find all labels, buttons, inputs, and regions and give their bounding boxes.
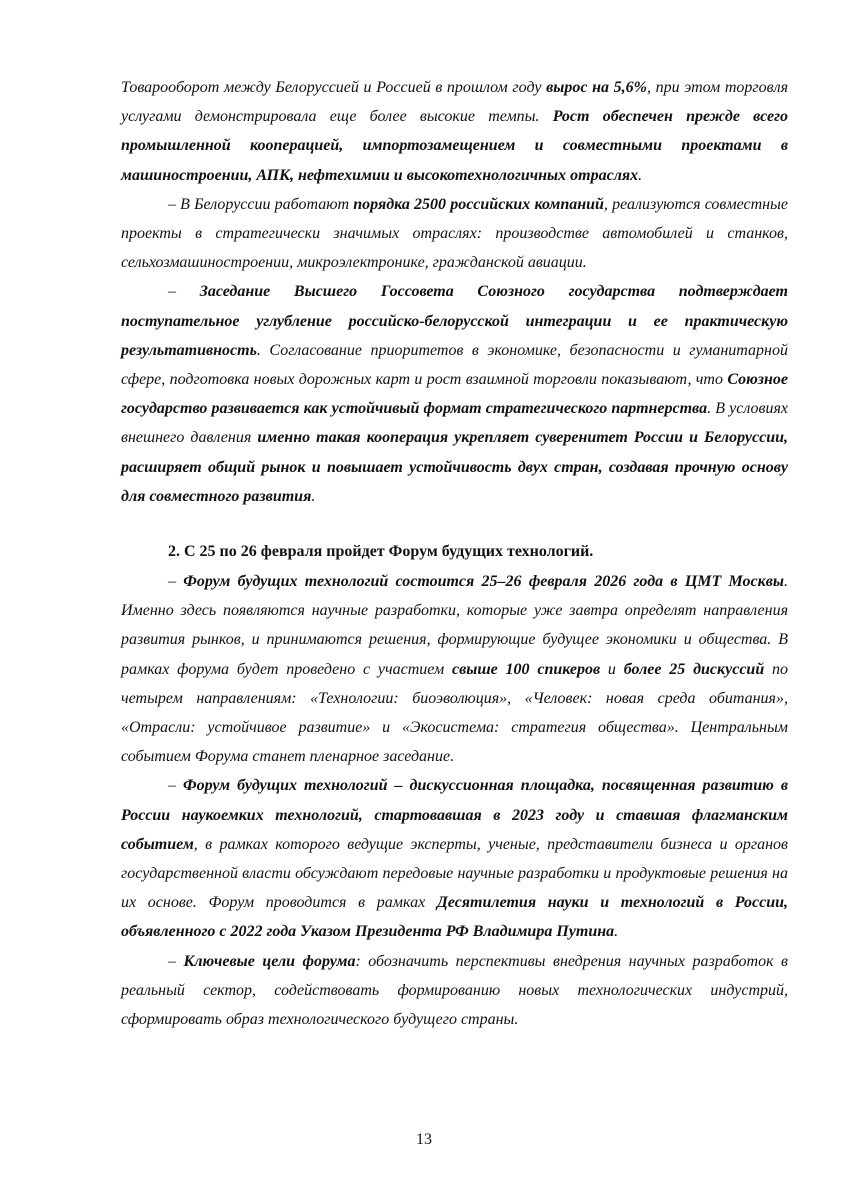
paragraph-forum-goals: – Ключевые цели форума: обозначить перспективы внедрения научных разработок в реальный сектор, содействовать формированию новых технологических индустрий, сформировать образ технологического будущего страны. <box>121 952 788 1029</box>
page-number: 13 <box>416 1131 432 1148</box>
document-page <box>121 73 788 1034</box>
paragraph-russian-companies: – В Белоруссии работают порядка 2500 российских компаний, реализуются совместные проекты в стратегически значимых отраслях: производстве автомобилей и станков, сельхозмашиностроении, микроэлектронике, гражданской авиации. <box>121 195 788 272</box>
paragraph-trade-turnover: Товарооборот между Белоруссией и Россией в прошлом году вырос на 5,6%, при этом торговля услугами демонстрировала еще более высокие темпы. Рост обеспечен прежде всего промышленной кооперацией, импортозамещением и совместными проектами в машиностроении, АПК, нефтехимии и высокотехнологичных отраслях. <box>121 79 789 184</box>
paragraph-forum-platform: – Форум будущих технологий – дискуссионная площадка, посвященная развитию в России наукоемких технологий, стартовавшая в 2023 году и ставшая флагманским событием, в рамках которого ведущие эксперты, ученые, представители бизнеса и органов государственной власти обсуждают передовые научные разработки и продуктовые решения на их основе. Форум проводится в рамках Десятилетия науки и технологий в России, объявленного с 2022 года Указом Президента РФ Владимира Путина. <box>121 777 788 941</box>
paragraph-forum-dates: – Форум будущих технологий состоится 25–26 февраля 2026 года в ЦМТ Москвы. Именно здесь появляются научные разработки, которые уже завтра определят направления развития рынков, и принимаются решения, формирующие будущее экономики и общества. В рамках форума будет проведено с участием свыше 100 спикеров и более 25 дискуссий по четырем направлениям: «Технологии: биоэволюция», «Человек: новая среда обитания», «Отрасли: устойчивое развитие» и «Экосистема: стратегия общества». Центральным событием Форума станет пленарное заседание. <box>121 573 789 766</box>
section-heading: 2. С 25 по 26 февраля пройдет Форум будущих технологий. <box>168 543 594 561</box>
paragraph-state-council: – Заседание Высшего Госсовета Союзного государства подтверждает поступательное углубление российско-белорусской интеграции и ее практическую результативность. Согласование приоритетов в экономике, безопасности и гуманитарной сфере, подготовка новых дорожных карт и рост взаимной торговли показывают, что Союзное государство развивается как устойчивый формат стратегического партнерства. В условиях внешнего давления именно такая кооперация укрепляет суверенитет России и Белоруссии, расширяет общий рынок и повышает устойчивость двух стран, создавая прочную основу для совместного развития. <box>121 283 789 505</box>
section-spacer <box>121 511 788 538</box>
